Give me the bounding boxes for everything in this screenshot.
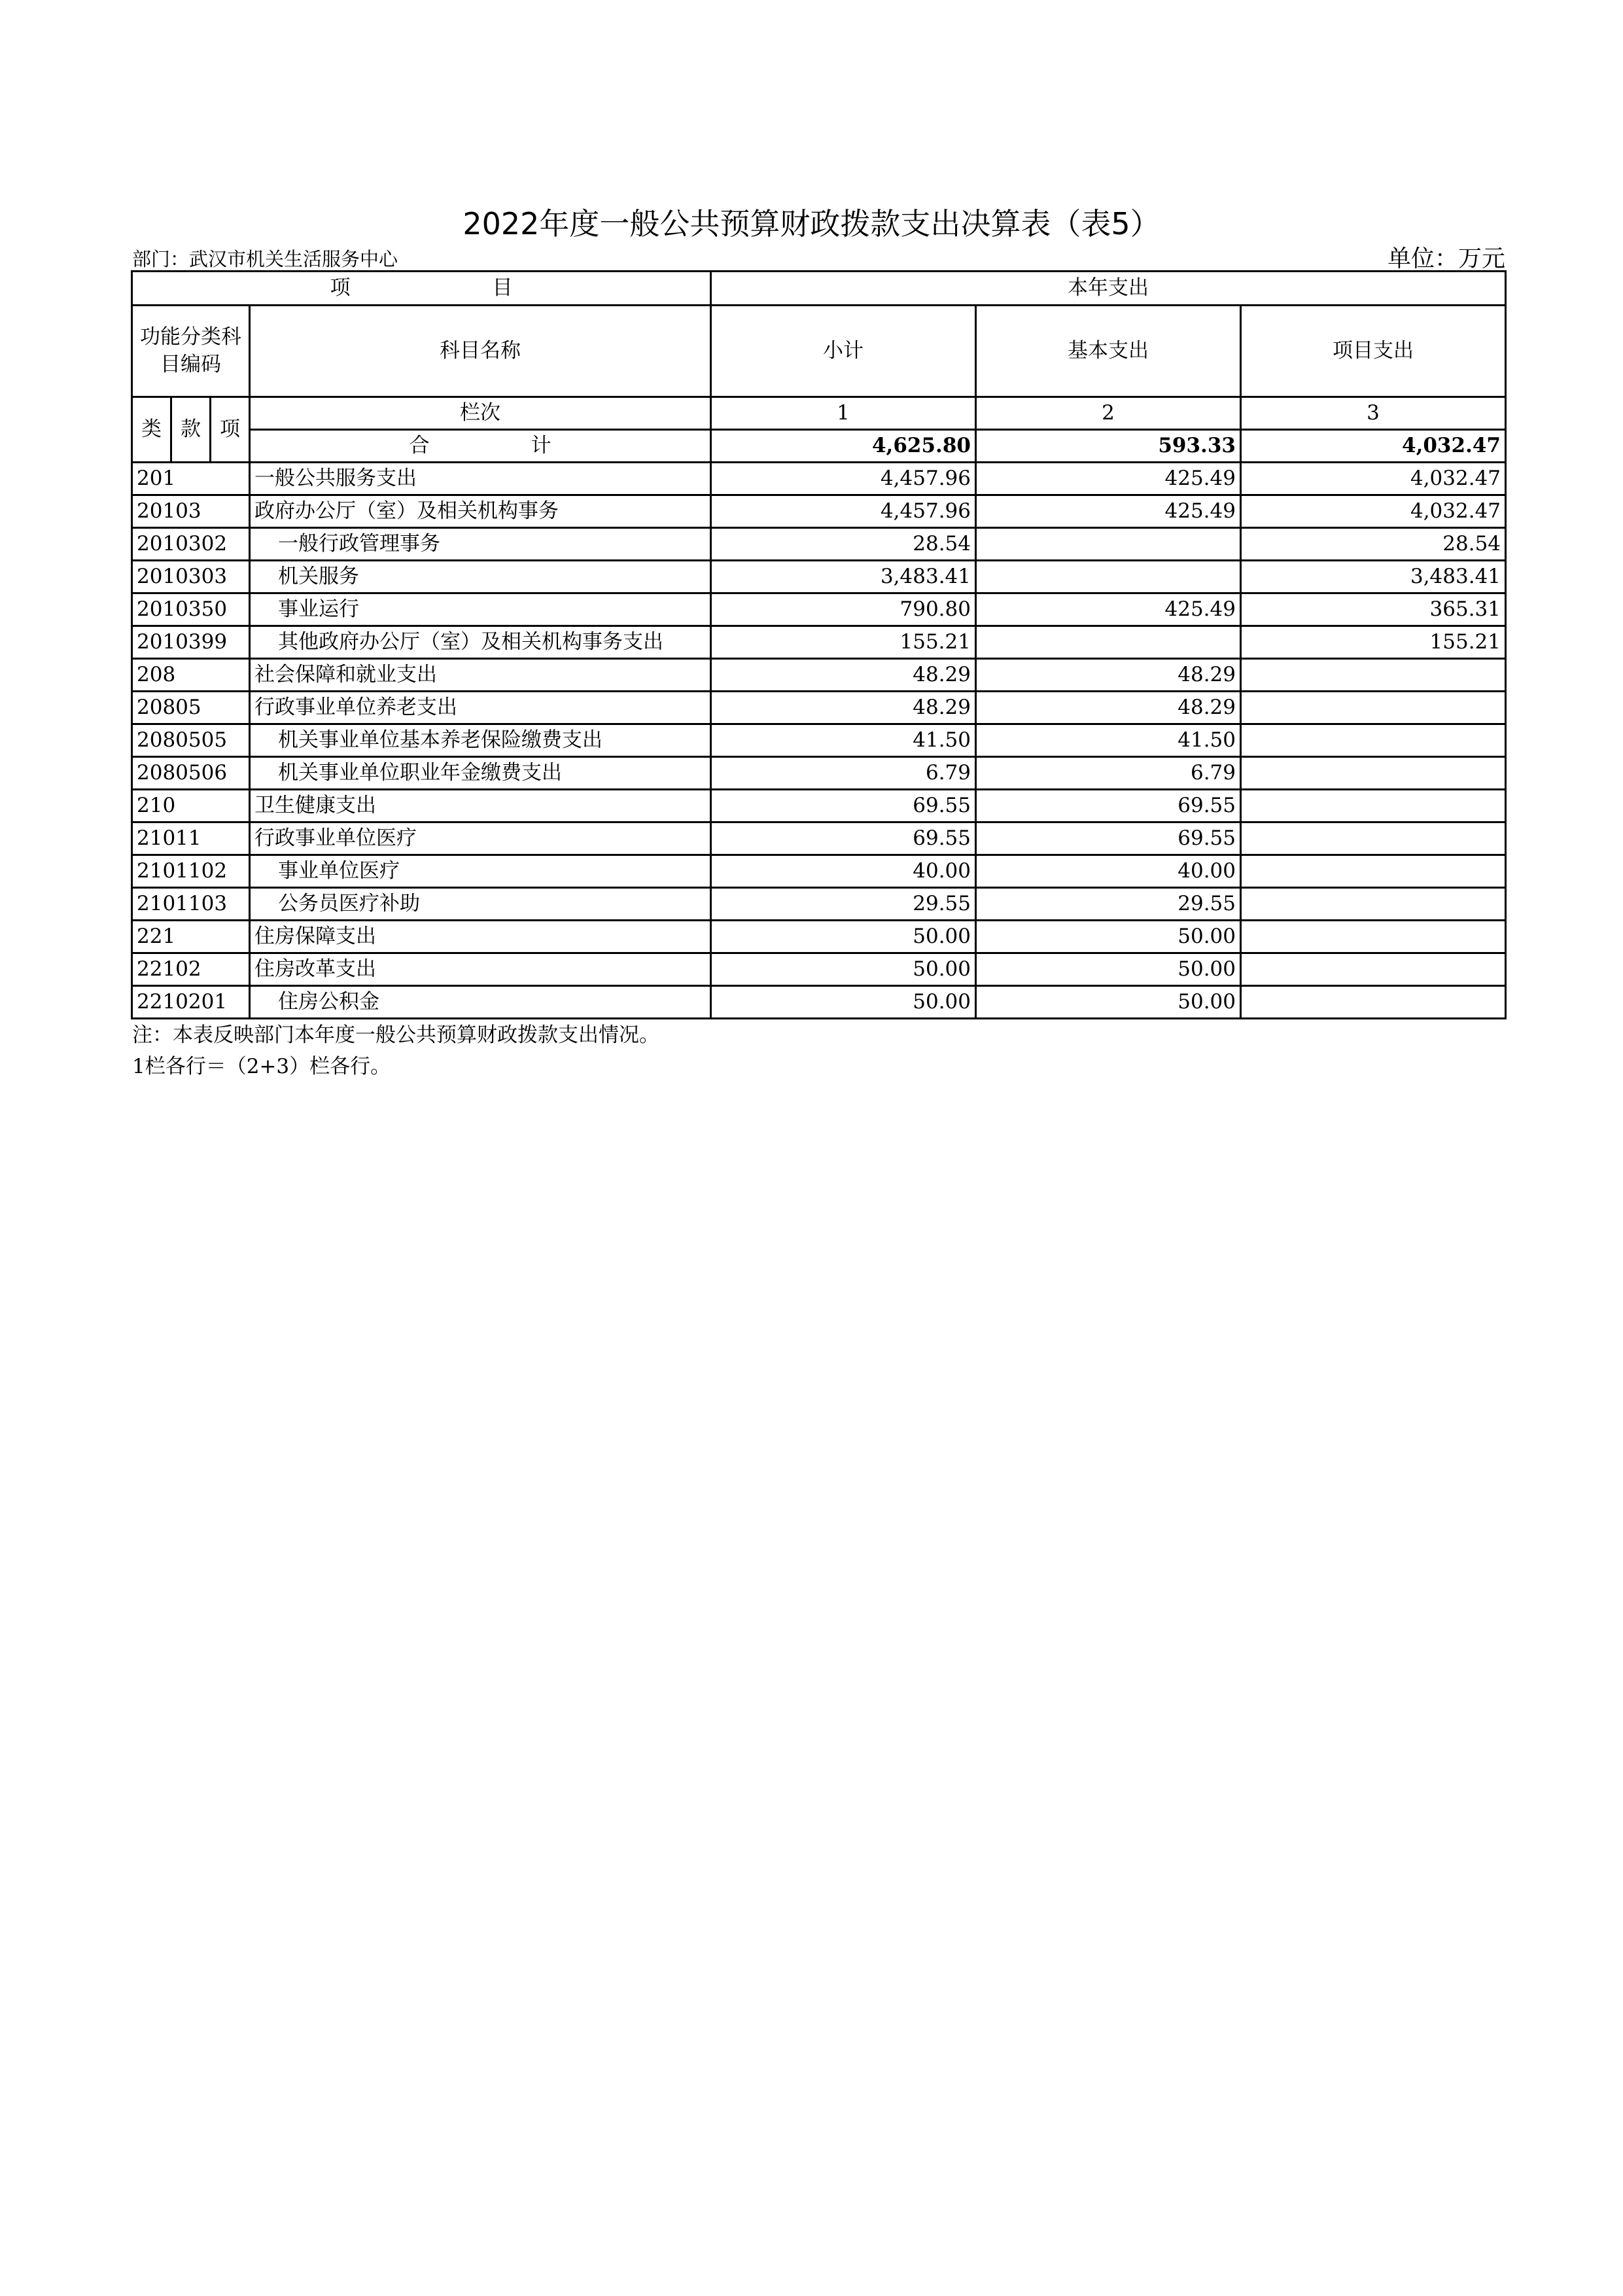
subtotal-cell: 50.00 — [711, 953, 976, 986]
subject-code-cell: 21011 — [132, 822, 250, 855]
subject-code-cell: 2101103 — [132, 888, 250, 921]
subject-code-cell: 2010350 — [132, 593, 250, 626]
subject-name-cell: 其他政府办公厅（室）及相关机构事务支出 — [250, 626, 711, 659]
table-row — [132, 692, 1506, 724]
subtotal-cell: 50.00 — [711, 921, 976, 953]
column-order-row — [132, 397, 1506, 430]
subtotal-cell: 48.29 — [711, 692, 976, 724]
subtotal-cell: 69.55 — [711, 822, 976, 855]
subtotal-cell: 29.55 — [711, 888, 976, 921]
subject-name-cell: 行政事业单位养老支出 — [250, 692, 711, 724]
subject-name-cell: 住房公积金 — [250, 986, 711, 1019]
subject-code-cell: 2080506 — [132, 757, 250, 790]
subject-name-cell: 卫生健康支出 — [250, 790, 711, 822]
subject-name-cell: 机关事业单位基本养老保险缴费支出 — [250, 724, 711, 757]
basic-cell: 50.00 — [976, 953, 1241, 986]
column-order-label: 栏次 — [250, 397, 711, 430]
total-label: 合 计 — [250, 430, 711, 463]
subject-code-cell: 20103 — [132, 495, 250, 528]
table-row — [132, 757, 1506, 790]
basic-cell: 50.00 — [976, 986, 1241, 1019]
subject-code-cell: 2080505 — [132, 724, 250, 757]
subject-code-cell: 210 — [132, 790, 250, 822]
basic-cell: 41.50 — [976, 724, 1241, 757]
basic-cell: 6.79 — [976, 757, 1241, 790]
table-row — [132, 528, 1506, 561]
subject-name-cell: 机关服务 — [250, 561, 711, 593]
report-title: 2022年度一般公共预算财政拨款支出决算表（表5） — [462, 206, 1161, 241]
subtotal-cell: 155.21 — [711, 626, 976, 659]
subject-code-cell: 201 — [132, 463, 250, 495]
total-project: 4,032.47 — [1241, 430, 1506, 463]
code-header: 功能分类科目编码 — [132, 306, 250, 397]
notes — [132, 1019, 659, 1082]
basic-cell: 69.55 — [976, 822, 1241, 855]
note-line: 1栏各行＝（2+3）栏各行。 — [132, 1055, 391, 1078]
subject-code-cell: 20805 — [132, 692, 250, 724]
project-cell — [1241, 790, 1506, 822]
table-row — [132, 822, 1506, 855]
total-basic: 593.33 — [976, 430, 1241, 463]
basic-cell: 29.55 — [976, 888, 1241, 921]
basic-cell — [976, 528, 1241, 561]
subject-name-cell: 事业运行 — [250, 593, 711, 626]
table-row — [132, 659, 1506, 692]
subject-code-cell: 221 — [132, 921, 250, 953]
subtotal-cell: 69.55 — [711, 790, 976, 822]
xiang-header: 项 — [211, 397, 250, 463]
subtotal-cell: 28.54 — [711, 528, 976, 561]
department-label: 部门：武汉市机关生活服务中心 — [132, 248, 398, 270]
project-cell — [1241, 855, 1506, 888]
table-row — [132, 953, 1506, 986]
project-cell: 155.21 — [1241, 626, 1506, 659]
project-cell — [1241, 724, 1506, 757]
kuan-header: 款 — [171, 397, 211, 463]
basic-cell — [976, 626, 1241, 659]
table-row — [132, 495, 1506, 528]
subject-code-cell: 2210201 — [132, 986, 250, 1019]
note-line: 注：本表反映部门本年度一般公共预算财政拨款支出情况。 — [132, 1023, 659, 1047]
project-cell — [1241, 659, 1506, 692]
subject-name-cell: 住房改革支出 — [250, 953, 711, 986]
subject-name-header: 科目名称 — [250, 306, 711, 397]
subject-name-cell: 机关事业单位职业年金缴费支出 — [250, 757, 711, 790]
basic-cell: 50.00 — [976, 921, 1241, 953]
subject-code-cell: 2010302 — [132, 528, 250, 561]
project-cell: 4,032.47 — [1241, 463, 1506, 495]
subtotal-cell: 4,457.96 — [711, 463, 976, 495]
project-exp-header: 项目支出 — [1241, 306, 1506, 397]
subtotal-cell: 790.80 — [711, 593, 976, 626]
project-cell — [1241, 953, 1506, 986]
col3-number: 3 — [1241, 397, 1506, 430]
total-subtotal: 4,625.80 — [711, 430, 976, 463]
basic-cell: 425.49 — [976, 593, 1241, 626]
subject-name-cell: 政府办公厅（室）及相关机构事务 — [250, 495, 711, 528]
project-cell — [1241, 692, 1506, 724]
header-row-2 — [132, 306, 1506, 397]
basic-cell: 69.55 — [976, 790, 1241, 822]
subtotal-cell: 40.00 — [711, 855, 976, 888]
table-row — [132, 626, 1506, 659]
subject-name-cell: 事业单位医疗 — [250, 855, 711, 888]
subtotal-header: 小计 — [711, 306, 976, 397]
basic-cell: 425.49 — [976, 495, 1241, 528]
subject-name-cell: 住房保障支出 — [250, 921, 711, 953]
table-row — [132, 561, 1506, 593]
subtotal-cell: 3,483.41 — [711, 561, 976, 593]
basic-cell: 425.49 — [976, 463, 1241, 495]
table-row — [132, 921, 1506, 953]
subject-code-cell: 208 — [132, 659, 250, 692]
project-cell — [1241, 822, 1506, 855]
col2-number: 2 — [976, 397, 1241, 430]
subject-code-cell: 22102 — [132, 953, 250, 986]
table-row — [132, 888, 1506, 921]
subject-name-cell: 公务员医疗补助 — [250, 888, 711, 921]
project-cell — [1241, 986, 1506, 1019]
table-row — [132, 463, 1506, 495]
project-header: 项 目 — [132, 272, 711, 306]
project-cell: 28.54 — [1241, 528, 1506, 561]
subject-name-cell: 一般行政管理事务 — [250, 528, 711, 561]
table-row — [132, 855, 1506, 888]
project-cell — [1241, 757, 1506, 790]
unit-label: 单位：万元 — [1387, 245, 1505, 272]
total-row — [132, 430, 1506, 463]
subtotal-cell: 4,457.96 — [711, 495, 976, 528]
subject-code-cell: 2010399 — [132, 626, 250, 659]
lei-header: 类 — [132, 397, 171, 463]
project-cell: 4,032.47 — [1241, 495, 1506, 528]
subtotal-cell: 41.50 — [711, 724, 976, 757]
project-cell: 365.31 — [1241, 593, 1506, 626]
table-row — [132, 593, 1506, 626]
header-row-1 — [132, 272, 1506, 306]
basic-cell — [976, 561, 1241, 593]
subject-code-cell: 2101102 — [132, 855, 250, 888]
subject-name-cell: 社会保障和就业支出 — [250, 659, 711, 692]
subtotal-cell: 6.79 — [711, 757, 976, 790]
this-year-header: 本年支出 — [711, 272, 1506, 306]
subtotal-cell: 48.29 — [711, 659, 976, 692]
expenditure-table — [131, 270, 1507, 1019]
subtotal-cell: 50.00 — [711, 986, 976, 1019]
project-cell — [1241, 888, 1506, 921]
project-cell: 3,483.41 — [1241, 561, 1506, 593]
project-cell — [1241, 921, 1506, 953]
basic-cell: 40.00 — [976, 855, 1241, 888]
table-row — [132, 986, 1506, 1019]
basic-cell: 48.29 — [976, 692, 1241, 724]
table-row — [132, 790, 1506, 822]
col1-number: 1 — [711, 397, 976, 430]
subject-code-cell: 2010303 — [132, 561, 250, 593]
subject-name-cell: 一般公共服务支出 — [250, 463, 711, 495]
subject-name-cell: 行政事业单位医疗 — [250, 822, 711, 855]
basic-cell: 48.29 — [976, 659, 1241, 692]
table-row — [132, 724, 1506, 757]
basic-header: 基本支出 — [976, 306, 1241, 397]
